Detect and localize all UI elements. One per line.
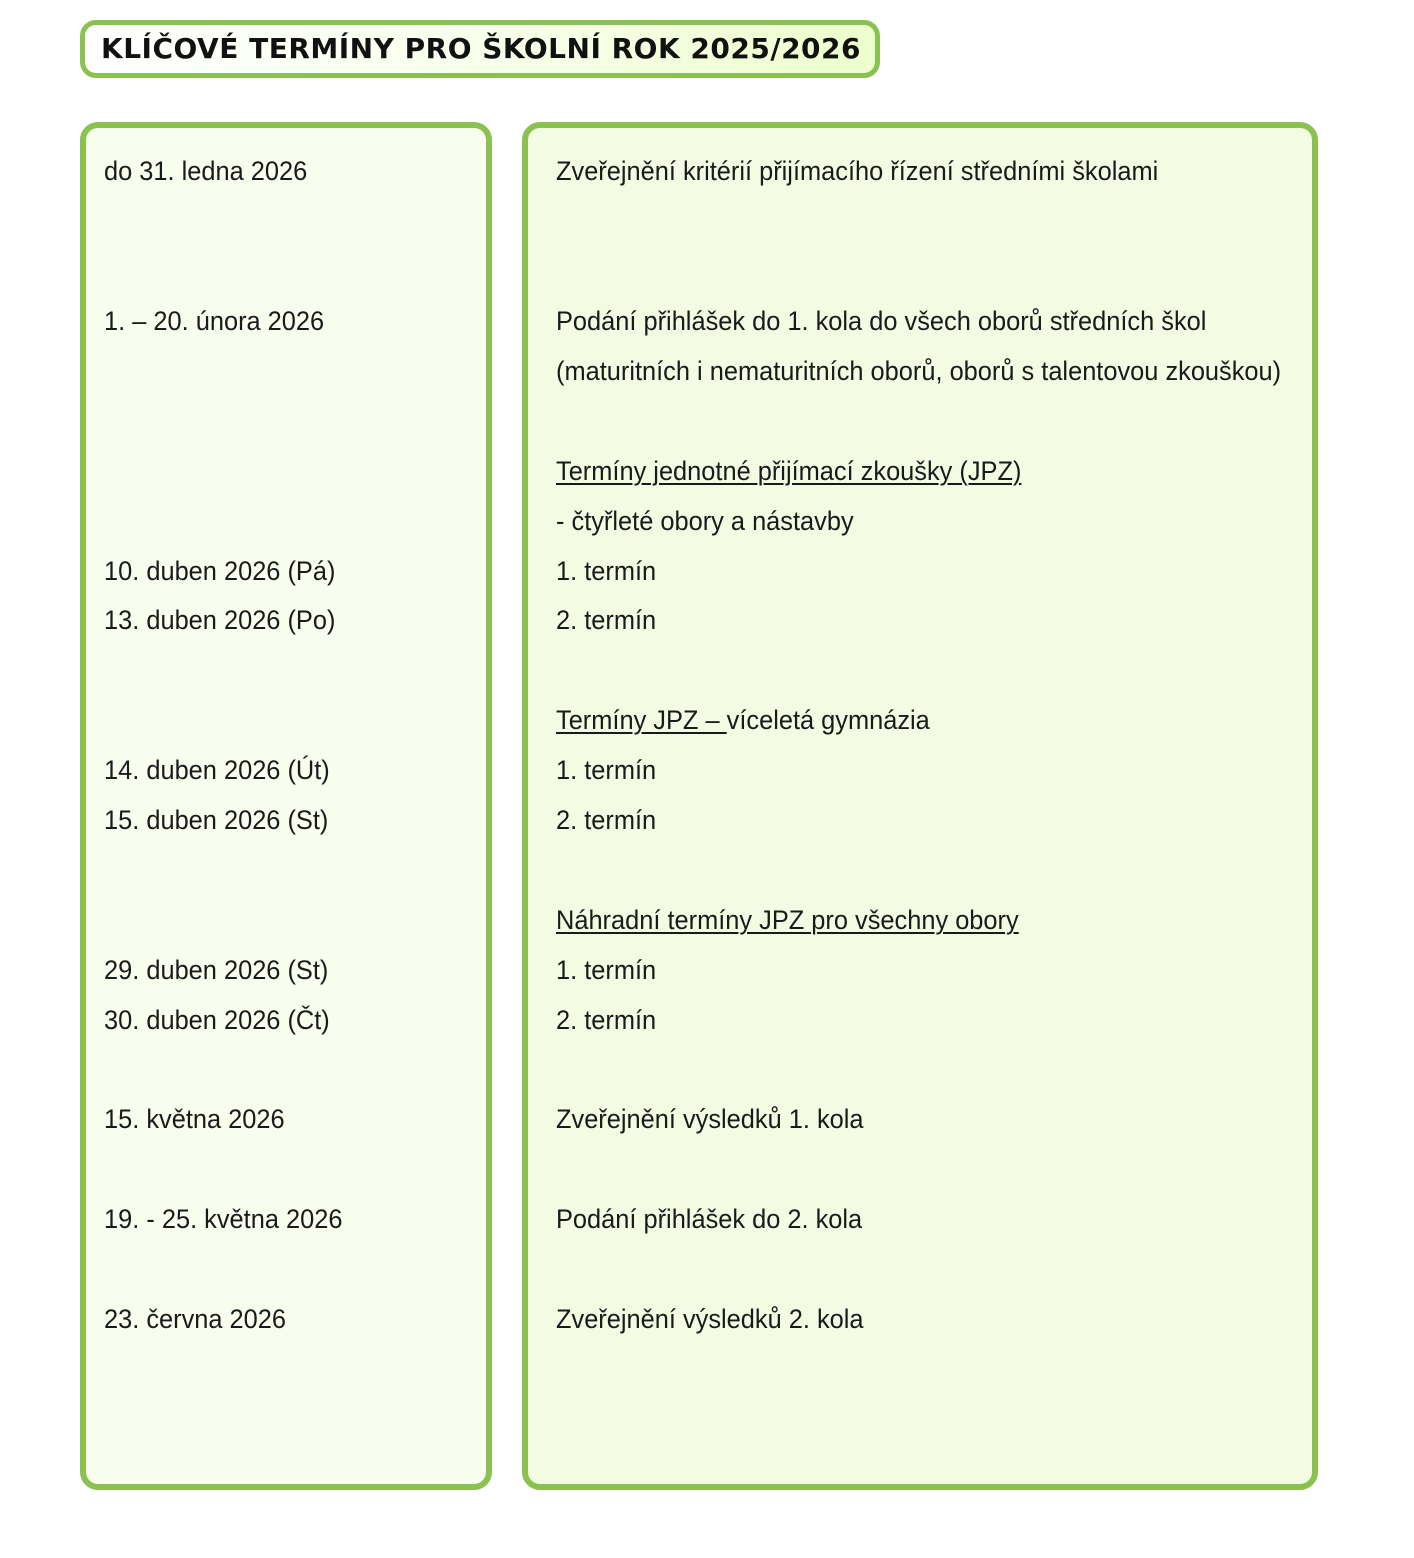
jpzv-term1: 1. termín <box>556 755 657 785</box>
jpz4-subheading: - čtyřleté obory a nástavby <box>556 506 854 536</box>
jpzn-term2: 2. termín <box>556 1005 657 1035</box>
jpzn-term1: 1. termín <box>556 955 657 985</box>
jpzv-heading-underlined: Termíny JPZ – <box>556 705 727 735</box>
date-jpzn-term2: 30. duben 2026 (Čt) <box>104 1005 330 1035</box>
event-results-round2: Zveřejnění výsledků 2. kola <box>556 1304 864 1334</box>
date-results-round1: 15. května 2026 <box>104 1104 285 1134</box>
date-applications-round1: 1. – 20. února 2026 <box>104 306 325 336</box>
event-criteria: Zveřejnění kritérií přijímacího řízení středními školami <box>556 156 1159 186</box>
jpzv-term2: 2. termín <box>556 805 657 835</box>
jpzv-heading-rest: víceletá gymnázia <box>726 705 930 735</box>
title-banner <box>80 20 880 78</box>
date-jpzv-term2: 15. duben 2026 (St) <box>104 805 329 835</box>
jpzv-heading <box>556 703 930 737</box>
event-results-round1: Zveřejnění výsledků 1. kola <box>556 1104 864 1134</box>
page-title: KLÍČOVÉ TERMÍNY PRO ŠKOLNÍ ROK 2025/2026 <box>101 32 862 65</box>
jpz4-term2: 2. termín <box>556 605 657 635</box>
date-jpz4-term1: 10. duben 2026 (Pá) <box>104 556 336 586</box>
event-applications-round1: Podání přihlášek do 1. kola do všech oborů středních škol <box>556 306 1207 336</box>
date-jpz4-term2: 13. duben 2026 (Po) <box>104 605 336 635</box>
jpzn-heading: Náhradní termíny JPZ pro všechny obory <box>556 905 1019 935</box>
date-jpzv-term1: 14. duben 2026 (Út) <box>104 755 330 785</box>
jpz4-term1: 1. termín <box>556 556 657 586</box>
date-jpzn-term1: 29. duben 2026 (St) <box>104 955 329 985</box>
date-results-round2: 23. června 2026 <box>104 1304 287 1334</box>
event-applications-round1-note: (maturitních i nematuritních oborů, oborů s talentovou zkouškou) <box>556 356 1282 386</box>
date-criteria: do 31. ledna 2026 <box>104 156 308 186</box>
jpz4-heading: Termíny jednotné přijímací zkoušky (JPZ) <box>556 456 1022 486</box>
date-applications-round2: 19. - 25. května 2026 <box>104 1204 343 1234</box>
event-applications-round2: Podání přihlášek do 2. kola <box>556 1204 863 1234</box>
